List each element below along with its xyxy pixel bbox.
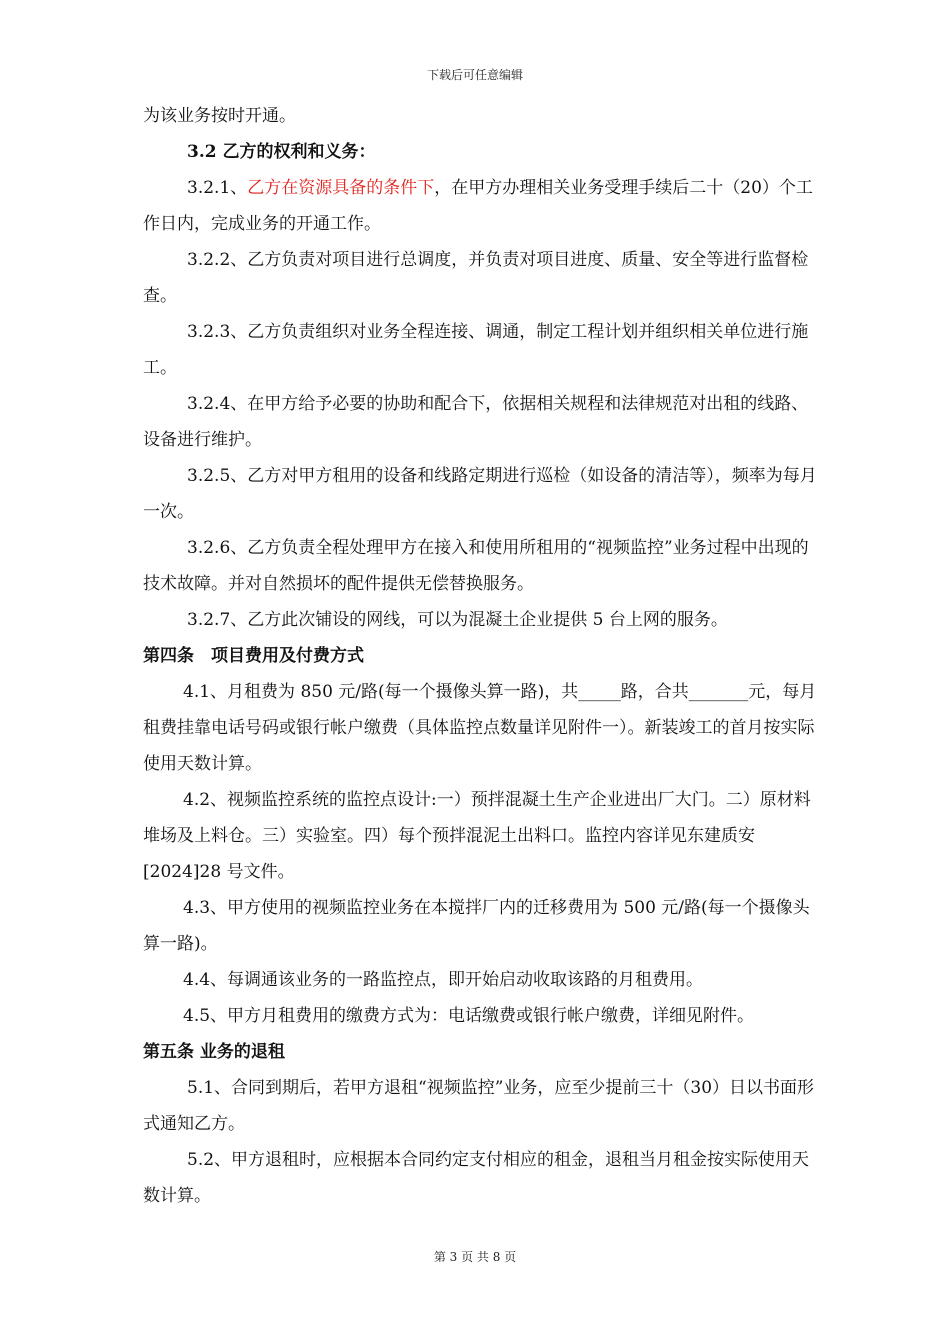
paragraph-3-2-3: 3.2.3、乙方负责组织对业务全程连接、调通，制定工程计划并组织相关单位进行施工。 [143,322,809,378]
paragraph-4-4: 4.4、每调通该业务的一路监控点，即开始启动收取该路的月租费用。 [183,970,704,990]
paragraph-3-2-6: 3.2.6、乙方负责全程处理甲方在接入和使用所租用的“视频监控”业务过程中出现的技术故障。并对自然损坏的配件提供无偿替换服务。 [143,538,809,594]
paragraph-continuation: 为该业务按时开通。 [143,106,296,126]
paragraph-4-5: 4.5、甲方月租费用的缴费方式为：电话缴费或银行帐户缴费，详细见附件。 [183,1006,755,1026]
paragraph-5-2: 5.2、甲方退租时，应根据本合同约定支付相应的租金，退租当月租金按实际使用天数计算。 [143,1150,810,1206]
document-body [143,98,818,1214]
page-footer: 第 3 页 共 8 页 [433,1250,517,1264]
clause-text: ，在甲方办理相关业务受理手续后二十（20）个工作日内，完成业务的开通工作。 [143,178,813,234]
paragraph-4-3: 4.3、甲方使用的视频监控业务在本搅拌厂内的迁移费用为 500 元/路(每一个摄像头算一路)。 [143,898,810,954]
highlighted-text: 乙方在资源具备的条件下 [247,178,435,198]
article-5-heading: 第五条 业务的退租 [143,1042,285,1062]
paragraph-4-2: 4.2、视频监控系统的监控点设计:一）预拌混凝土生产企业进出厂大门。二）原材料堆场及上料仓。三）实验室。四）每个预拌混泥土出料口。监控内容详见东建质安[2024]28 号文件。 [143,790,811,882]
paragraph-5-1: 5.1、合同到期后，若甲方退租“视频监控”业务，应至少提前三十（30）日以书面形式通知乙方。 [143,1078,815,1134]
article-4-heading: 第四条 项目费用及付费方式 [143,646,364,666]
paragraph-3-2-7: 3.2.7、乙方此次铺设的网线，可以为混凝土企业提供 5 台上网的服务。 [187,610,728,630]
paragraph-3-2-4: 3.2.4、在甲方给予必要的协助和配合下，依据相关规程和法律规范对出租的线路、设备进行维护。 [143,394,809,450]
paragraph-3-2-2: 3.2.2、乙方负责对项目进行总调度，并负责对项目进度、质量、安全等进行监督检查。 [143,250,809,306]
clause-number: 3.2.1、 [187,178,248,198]
page-header: 下载后可任意编辑 [426,68,523,82]
paragraph-4-1: 4.1、月租费为 850 元/路(每一个摄像头算一路)，共_____路，合共_______元，每月租费挂靠电话号码或银行帐户缴费（具体监控点数量详见附件一）。新装竣工的首月按实际使用天数计算。 [143,682,817,774]
section-heading-3-2: 3.2 乙方的权利和义务： [187,142,376,162]
paragraph-3-2-5: 3.2.5、乙方对甲方租用的设备和线路定期进行巡检（如设备的清洁等），频率为每月一次。 [143,466,817,522]
paragraph-3-2-1 [143,170,818,242]
